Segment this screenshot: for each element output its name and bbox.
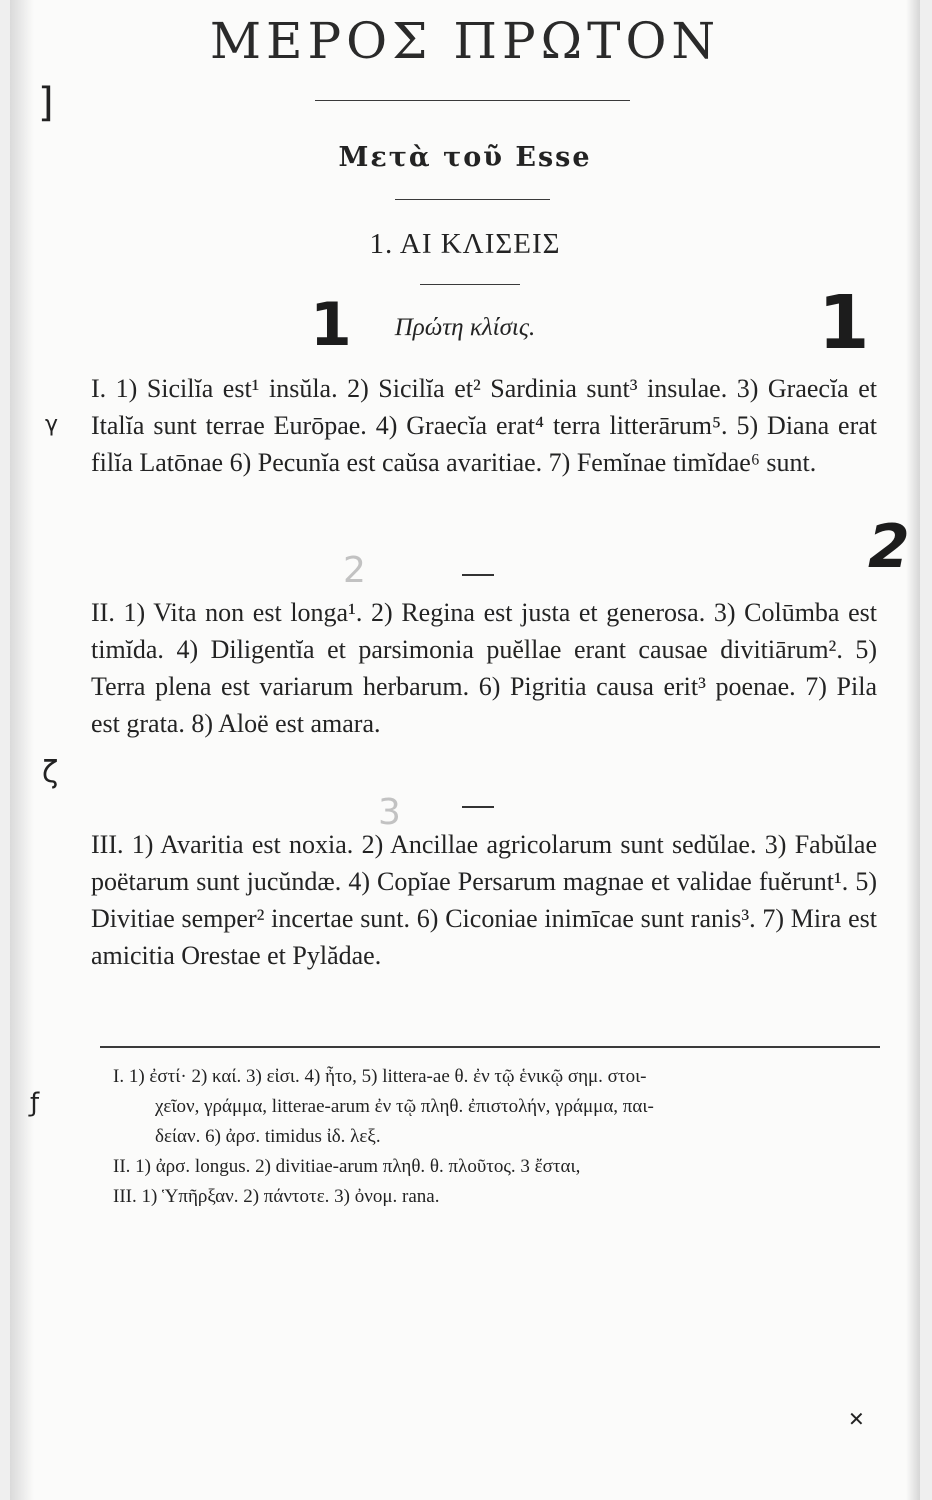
chapter-rule [420, 284, 520, 285]
section-dash [462, 806, 494, 808]
title-rule [315, 100, 630, 101]
page-edge-shadow-right [906, 0, 920, 1500]
footnote-line: III. 1) Ὑπῆρξαν. 2) πάντοτε. 3) ὀνομ. rana. [113, 1186, 440, 1207]
margin-hook-mark: ƒ [30, 1088, 40, 1118]
chapter-heading: 1. ΑΙ ΚΛΙΣΕΙΣ [369, 228, 561, 260]
margin-bracket-mark: ] [38, 80, 54, 126]
page-edge-shadow-left [10, 0, 34, 1500]
footnote-line: I. 1) ἐστί· 2) καί. 3) εἰσι. 4) ἦτο, 5) littera-ae θ. ἐν τῷ ἑνικῷ σημ. στοι- [113, 1066, 647, 1087]
handwritten-number-left: 1 [310, 290, 352, 360]
handwritten-number-margin: 2 [868, 512, 910, 582]
book-page [10, 0, 920, 1500]
exercise-paragraph-1: I. 1) Sicilĭa est¹ insŭla. 2) Sicilĭa et² Sardinia sunt³ insulae. 3) Graecĭa et Italĭa sunt terrae Eurōpae. 4) Graecĭa erat⁴ terra litterārum⁵. 5) Diana erat filĭa Latōnae 6) Pecunĭa est caŭsa avaritiae. 7) Femĭnae timĭdae⁶ sunt. [91, 374, 877, 477]
faint-pencil-number-3: 3 [378, 792, 401, 833]
section-subtitle: Μετὰ τοῦ Esse [338, 142, 592, 173]
section-dash [462, 574, 494, 576]
subtitle-rule [395, 199, 550, 200]
faint-pencil-number-2: 2 [343, 550, 366, 591]
exercise-paragraph-2: II. 1) Vita non est longa¹. 2) Regina est justa et generosa. 3) Colūmba est timĭda. 4) Diligentĭa et parsimonia puĕllae erant causae divitiārum². 5) Terra plena est variarum herbarum. 6) Pigritia causa erit³ poenae. 7) Pila est grata. 8) Aloë est amara. [91, 598, 877, 738]
footnote-line: χεῖον, γράμμα, litterae-arum ἐν τῷ πληθ. ἐπιστολήν, γράμμα, παι- [155, 1096, 654, 1117]
exercise-paragraph-3: III. 1) Avaritia est noxia. 2) Ancillae agricolarum sunt sedŭlae. 3) Fabŭlae poëtarum sunt jucŭndæ. 4) Copĭae Persarum magnae et validae fuĕrunt¹. 5) Divitiae semper² incertae sunt. 6) Ciconiae inimīcae sunt ranis³. 7) Mira est amicitia Orestae et Pylădae. [91, 830, 877, 970]
margin-tick-mark: γ [45, 412, 59, 437]
part-title: ΜΕΡΟΣ ΠΡΩΤΟΝ [209, 12, 721, 70]
declension-heading: Πρώτη κλίσις. [394, 314, 536, 341]
footnote-line: II. 1) ἀρσ. longus. 2) divitiae-arum πληθ. θ. πλοῦτος. 3 ἔσται, [113, 1156, 581, 1177]
corner-cross-mark: ✕ [848, 1407, 865, 1431]
footnote-line: δείαν. 6) ἀρσ. timidus ἰδ. λεξ. [155, 1126, 381, 1147]
footnotes [113, 1062, 883, 1212]
handwritten-number-right: 1 [818, 280, 870, 366]
margin-curl-mark: ζ [42, 755, 59, 790]
footnote-rule [100, 1046, 880, 1048]
